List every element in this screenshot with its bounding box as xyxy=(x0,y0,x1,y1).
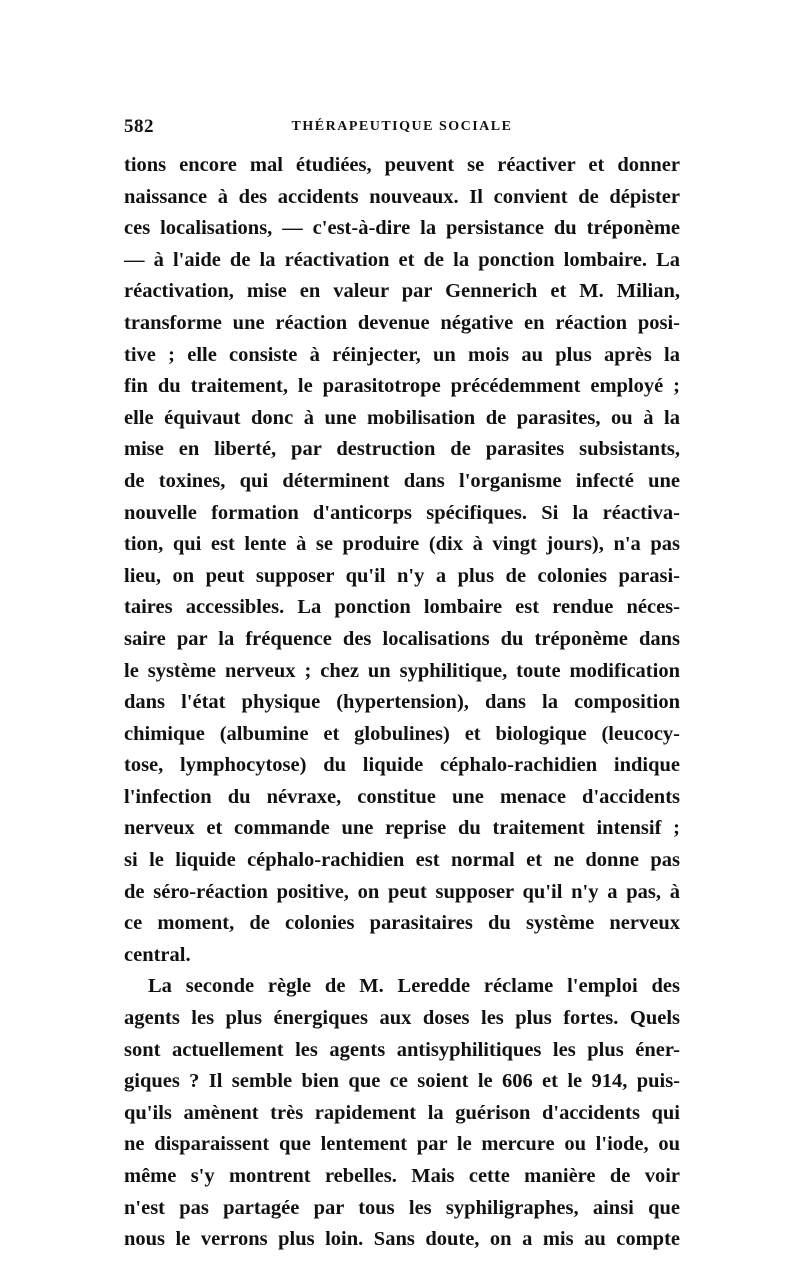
text-line: agents les plus énergiques aux doses les plus fortes. Quels xyxy=(124,1007,680,1030)
text-line: mise en liberté, par destruction de parasites subsistants, xyxy=(124,438,680,461)
running-title: THÉRAPEUTIQUE SOCIALE xyxy=(291,119,513,134)
text-line: ces localisations, — c'est-à-dire la persistance du tréponème xyxy=(124,217,680,240)
text-line: tion, qui est lente à se produire (dix à vingt jours), n'a pas xyxy=(124,533,680,556)
text-line: giques ? Il semble bien que ce soient le 606 et le 914, puis- xyxy=(124,1070,680,1093)
text-line: chimique (albumine et globulines) et biologique (leucocy- xyxy=(124,722,680,745)
text-line: tive ; elle consiste à réinjecter, un mois au plus après la xyxy=(124,343,680,366)
body-text xyxy=(124,150,680,1256)
text-line: central. xyxy=(124,943,191,966)
text-line: n'est pas partagée par tous les syphiligraphes, ainsi que xyxy=(124,1196,680,1219)
text-line: taires accessibles. La ponction lombaire est rendue néces- xyxy=(124,596,680,619)
text-line: tose, lymphocytose) du liquide céphalo-rachidien indique xyxy=(124,754,680,777)
text-line: si le liquide céphalo-rachidien est normal et ne donne pas xyxy=(124,849,680,872)
text-line: elle équivaut donc à une mobilisation de parasites, ou à la xyxy=(124,406,680,429)
text-line: naissance à des accidents nouveaux. Il convient de dépister xyxy=(124,185,680,208)
text-line: nous le verrons plus loin. Sans doute, on a mis au compte xyxy=(124,1228,680,1251)
text-line: fin du traitement, le parasitotrope précédemment employé ; xyxy=(124,375,680,398)
text-line: sont actuellement les agents antisyphilitiques les plus éner- xyxy=(124,1038,680,1061)
text-line: tions encore mal étudiées, peuvent se réactiver et donner xyxy=(124,154,680,176)
text-line: nouvelle formation d'anticorps spécifiques. Si la réactiva- xyxy=(124,501,680,524)
text-line: qu'ils amènent très rapidement la guérison d'accidents qui xyxy=(124,1101,680,1124)
text-line: ne disparaissent que lentement par le mercure ou l'iode, ou xyxy=(124,1133,680,1156)
text-line: le système nerveux ; chez un syphilitique, toute modification xyxy=(124,659,680,682)
running-head xyxy=(124,116,680,142)
text-line: dans l'état physique (hypertension), dans la composition xyxy=(124,691,680,714)
text-line: de toxines, qui déterminent dans l'organisme infecté une xyxy=(124,469,680,492)
text-line: de séro-réaction positive, on peut supposer qu'il n'y a pas, à xyxy=(124,880,680,903)
text-line: réactivation, mise en valeur par Gennerich et M. Milian, xyxy=(124,280,680,303)
text-line: La seconde règle de M. Leredde réclame l'emploi des xyxy=(148,975,680,998)
text-line: l'infection du névraxe, constitue une menace d'accidents xyxy=(124,785,680,808)
text-line: même s'y montrent rebelles. Mais cette manière de voir xyxy=(124,1165,680,1187)
page-number: 582 xyxy=(124,116,154,137)
text-line: transforme une réaction devenue négative en réaction posi- xyxy=(124,311,680,334)
text-line: ce moment, de colonies parasitaires du système nerveux xyxy=(124,912,680,935)
text-line: lieu, on peut supposer qu'il n'y a plus de colonies parasi- xyxy=(124,564,680,587)
text-line: — à l'aide de la réactivation et de la ponction lombaire. La xyxy=(124,248,680,271)
text-line: nerveux et commande une reprise du traitement intensif ; xyxy=(124,817,680,840)
text-line: saire par la fréquence des localisations du tréponème dans xyxy=(124,627,680,650)
